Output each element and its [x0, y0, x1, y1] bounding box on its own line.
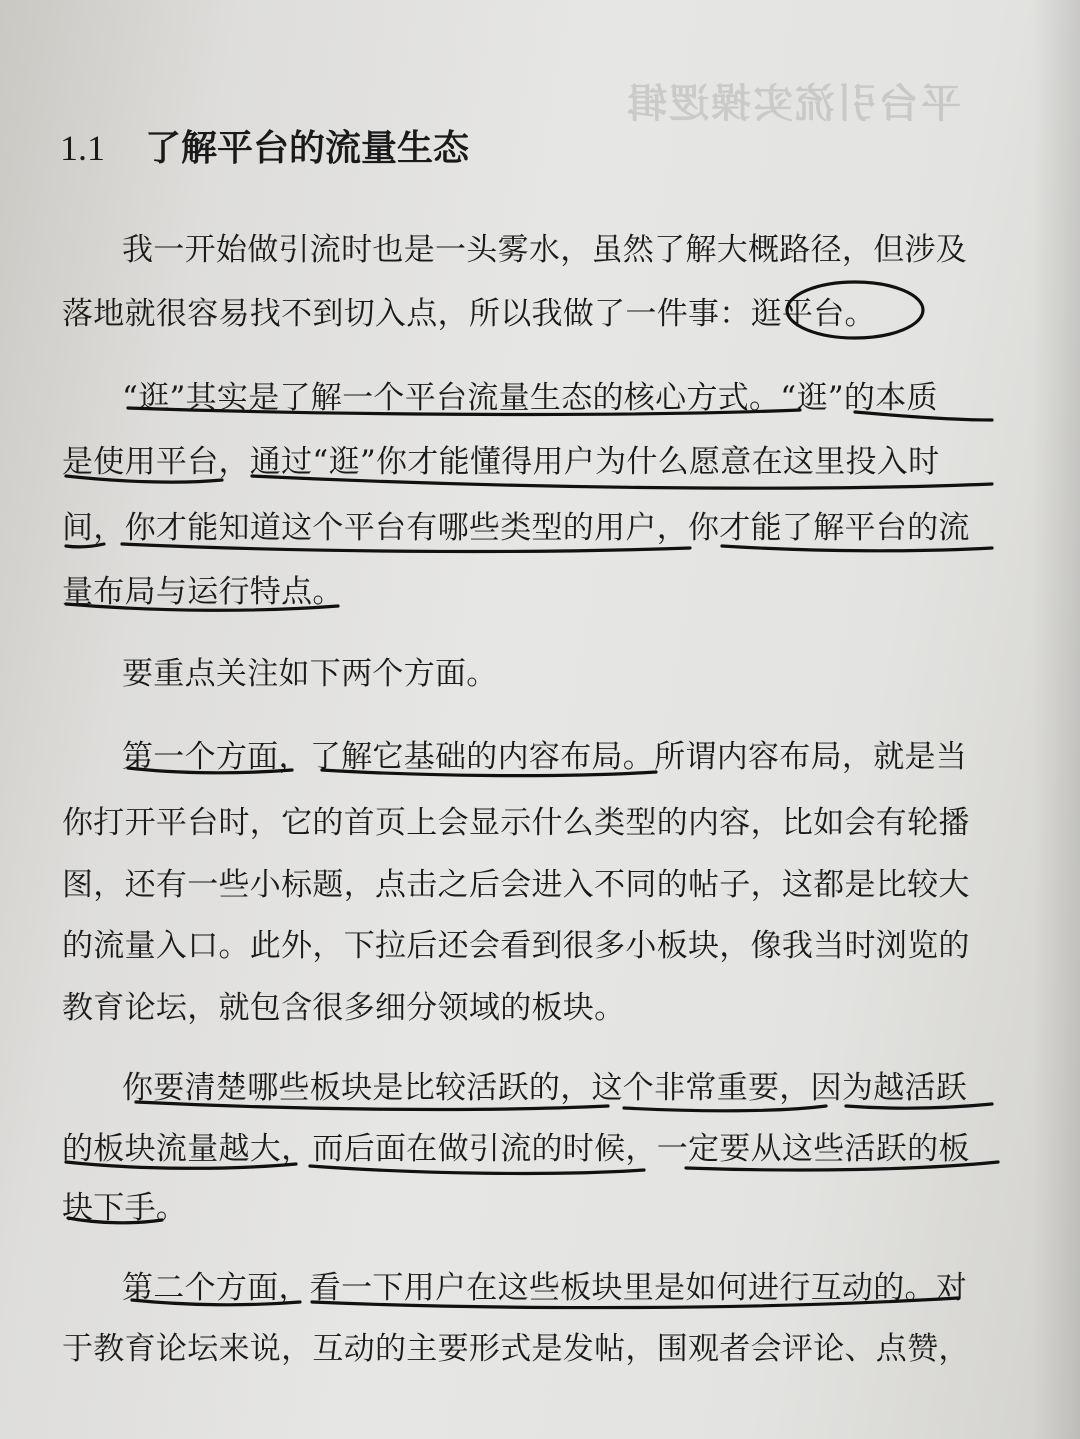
body-line: 的板块流量越大，而后面在做引流的时候，一定要从这些活跃的板 [62, 1131, 970, 1167]
body-line: 我一开始做引流时也是一头雾水，虽然了解大概路径，但涉及 [122, 232, 968, 268]
section-heading [60, 120, 469, 171]
body-line: 块下手。 [62, 1190, 188, 1226]
body-line: 你打开平台时，它的首页上会显示什么类型的内容，比如会有轮播 [62, 805, 970, 841]
body-line: “逛”其实是了解一个平台流量生态的核心方式。“逛”的本质 [122, 380, 938, 416]
body-line: 于教育论坛来说，互动的主要形式是发帖，围观者会评论、点赞， [62, 1331, 970, 1367]
body-line: 量布局与运行特点。 [62, 574, 344, 610]
body-line: 落地就很容易找不到切入点，所以我做了一件事：逛平台。 [62, 296, 876, 332]
body-line: 要重点关注如下两个方面。 [122, 656, 498, 692]
running-header-bleed-through: 平台引流实操逻辑 [625, 80, 961, 127]
section-number: 1.1 [60, 128, 105, 168]
body-line: 间，你才能知道这个平台有哪些类型的用户，你才能了解平台的流 [62, 510, 970, 546]
body-line: 是使用平台，通过“逛”你才能懂得用户为什么愿意在这里投入时 [62, 444, 940, 480]
body-line: 的流量入口。此外，下拉后还会看到很多小板块，像我当时浏览的 [62, 928, 970, 964]
body-line: 第一个方面，了解它基础的内容布局。所谓内容布局，就是当 [122, 739, 968, 775]
body-line: 图，还有一些小标题，点击之后会进入不同的帖子，这都是比较大 [62, 867, 970, 903]
body-line: 第二个方面，看一下用户在这些板块里是如何进行互动的。对 [122, 1270, 968, 1306]
body-line: 教育论坛，就包含很多细分领域的板块。 [62, 990, 626, 1026]
body-line: 你要清楚哪些板块是比较活跃的，这个非常重要，因为越活跃 [122, 1070, 968, 1106]
section-title: 了解平台的流量生态 [145, 127, 470, 169]
page-edge-shadow [1032, 0, 1080, 1439]
